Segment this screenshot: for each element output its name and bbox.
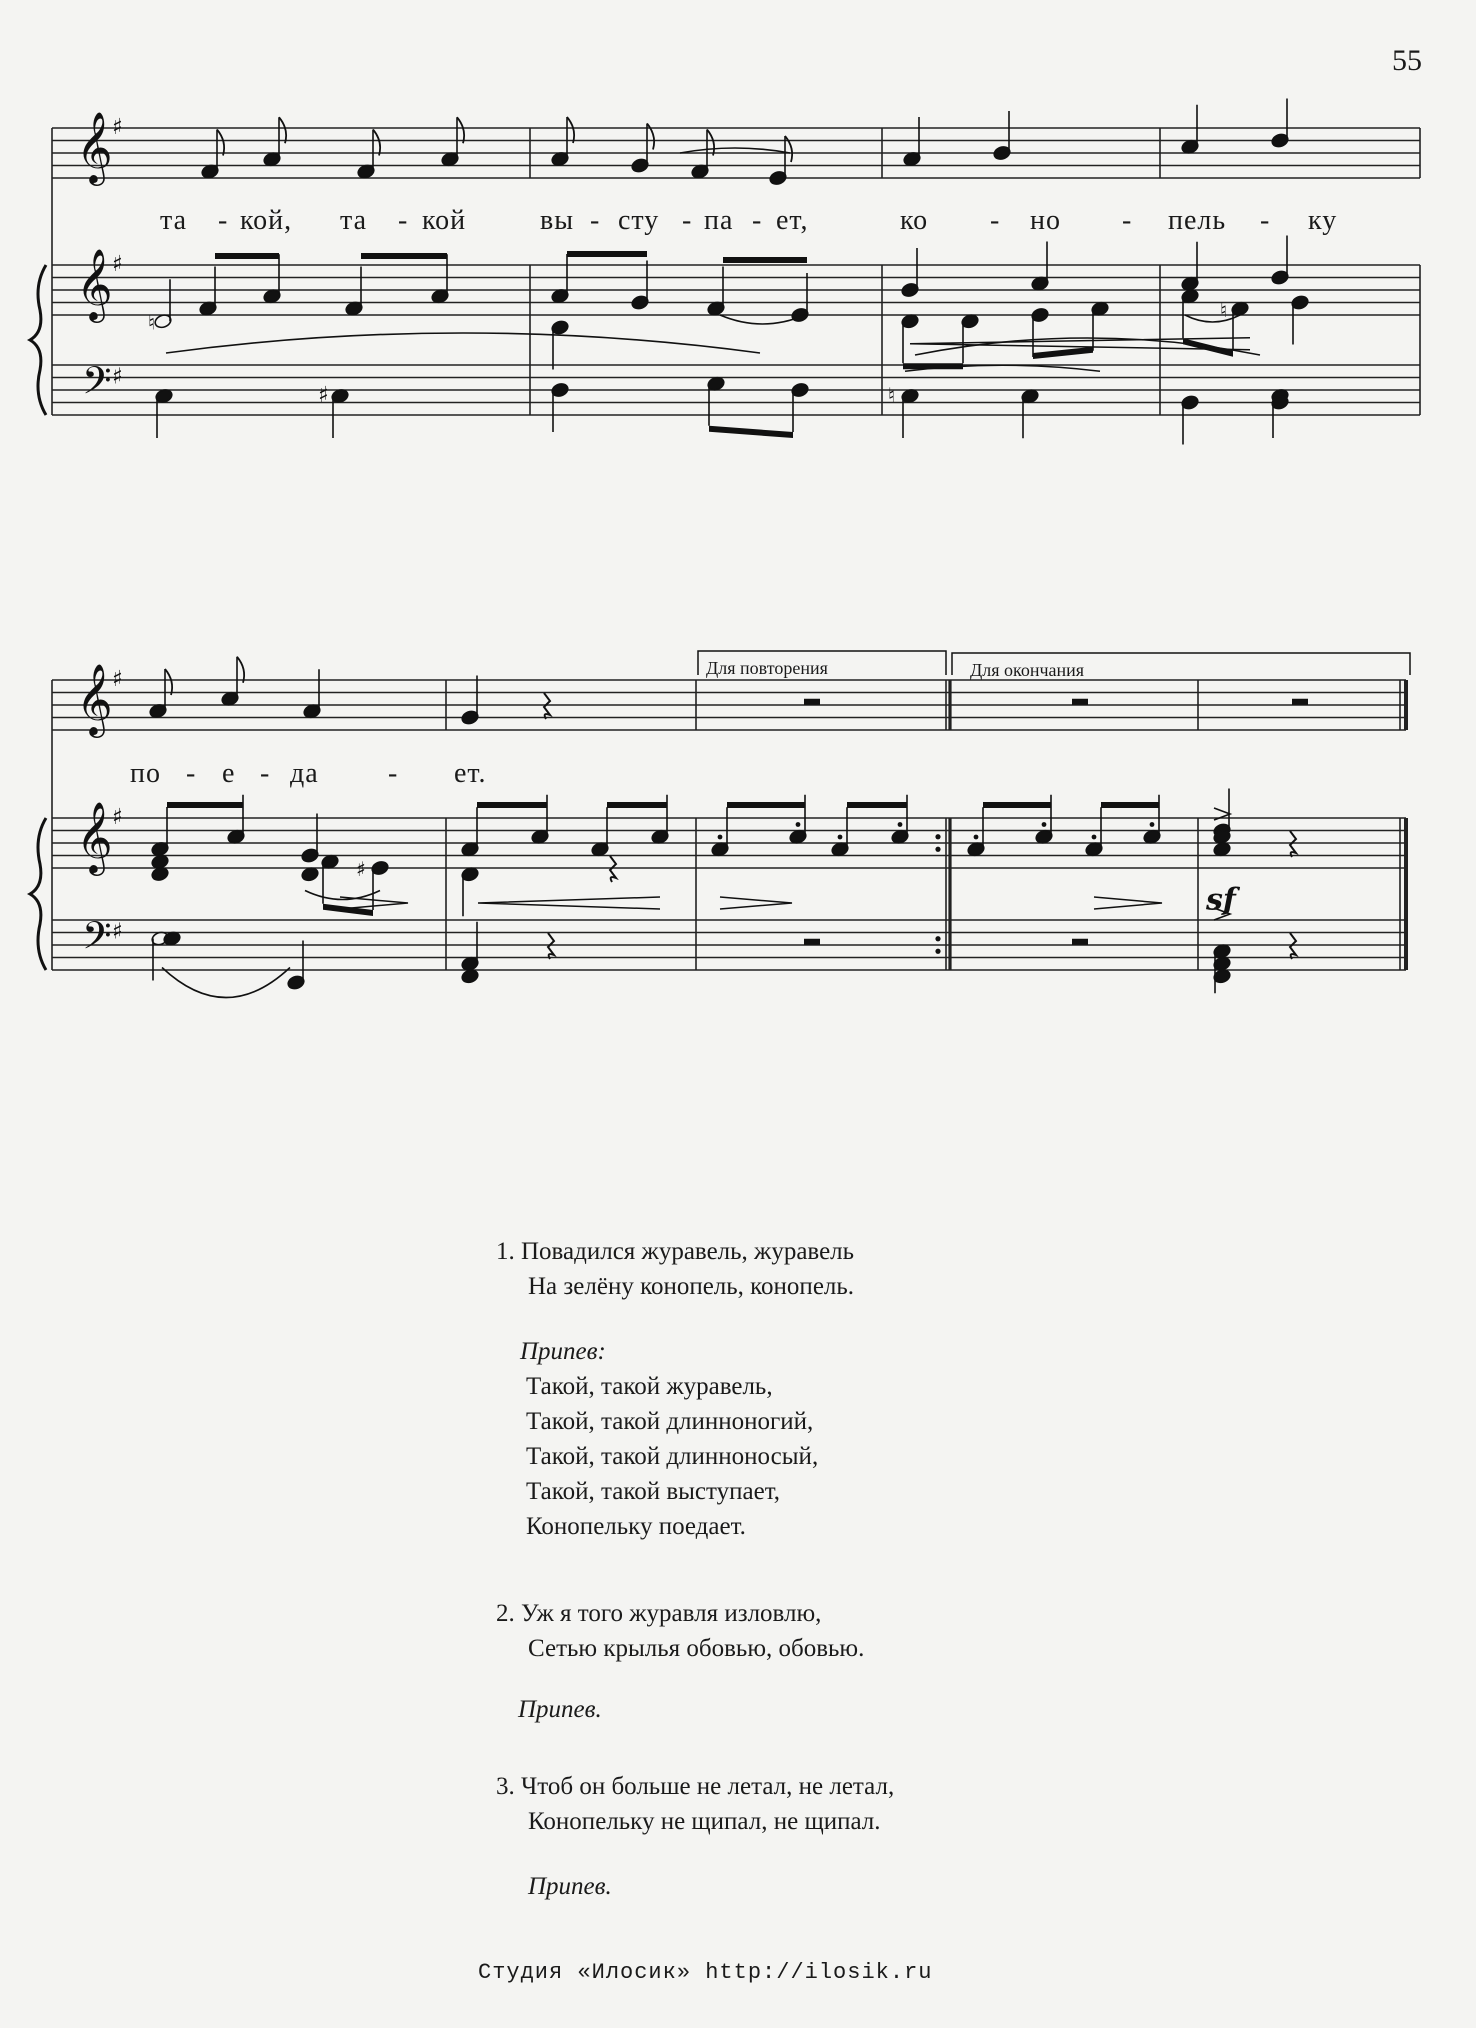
beam <box>215 253 279 259</box>
natural-icon: ♮ <box>1220 297 1228 322</box>
staccato-dot <box>974 835 979 840</box>
lyric-hyphen: - <box>260 758 271 789</box>
quarter-rest <box>548 933 554 959</box>
staccato-dot <box>1042 822 1047 827</box>
grand-staff-brace <box>30 818 46 970</box>
key-sharp-icon: ♯ <box>112 667 123 692</box>
chorus-label: Припев: <box>520 1338 606 1365</box>
piano-treble-staff <box>52 818 1406 868</box>
beam <box>1183 338 1233 357</box>
repeat-dot <box>935 834 940 839</box>
chorus-line: Такой, такой длинноносый, <box>526 1443 819 1470</box>
lyric-syllable: ку <box>1308 205 1338 236</box>
treble-clef-icon: 𝄞 <box>76 110 113 183</box>
beam <box>361 253 447 259</box>
voice-staff <box>52 680 1406 730</box>
bass-clef-icon: 𝄢 <box>82 358 112 412</box>
slur <box>305 891 380 900</box>
lyric-syllable: кой <box>422 205 467 236</box>
beam <box>167 802 243 808</box>
verse-line: Конопельку не щипал, не щипал. <box>528 1808 881 1835</box>
staccato-dot <box>1092 835 1097 840</box>
chorus-label: Припев. <box>518 1696 602 1723</box>
beam <box>983 802 1051 808</box>
key-sharp-icon: ♯ <box>112 115 123 140</box>
lyric-syllable: кой, <box>240 205 293 236</box>
quarter-rest <box>610 856 616 882</box>
page-number: 55 <box>1392 44 1422 77</box>
beam <box>709 426 793 438</box>
staccato-dot <box>1150 822 1155 827</box>
voice-staff <box>52 128 1420 178</box>
lyric-syllable: по <box>130 758 161 789</box>
beam <box>727 802 805 808</box>
dynamic-sf: sf <box>1206 882 1236 918</box>
beam <box>607 802 667 808</box>
slur <box>166 333 760 353</box>
key-sharp-icon: ♯ <box>112 252 123 277</box>
verse-line: Сетью крылья обовью, обовью. <box>528 1635 865 1662</box>
chorus <box>496 1334 894 1544</box>
lyric-syllable: е <box>222 758 236 789</box>
decrescendo-hairpin <box>1094 897 1162 909</box>
lyric-hyphen: - <box>388 758 399 789</box>
chorus-line: Конопельку поедает. <box>526 1513 746 1540</box>
lyric-syllable: ет, <box>776 205 809 236</box>
slur <box>1185 315 1240 322</box>
slur <box>162 968 290 998</box>
treble-clef-icon: 𝄞 <box>76 800 113 873</box>
chorus-line: Такой, такой длинноногий, <box>526 1408 814 1435</box>
verse-2 <box>496 1596 894 1727</box>
verse-1 <box>496 1234 894 1304</box>
lyric-syllable: та <box>340 205 368 236</box>
note-flag <box>373 130 380 156</box>
natural-icon: ♮ <box>888 383 896 407</box>
verse-line: 3. Чтоб он больше не летал, не летал, <box>496 1773 895 1800</box>
staccato-dot <box>796 822 801 827</box>
lyric-hyphen: - <box>752 205 763 236</box>
piano-bass-staff <box>52 920 1406 970</box>
sharp-icon: ♯ <box>356 857 366 881</box>
piano-treble-staff <box>52 265 1420 315</box>
whole-rest <box>1072 699 1088 705</box>
quarter-rest <box>1290 831 1296 857</box>
grand-staff-brace <box>30 265 46 415</box>
staccato-dot <box>898 822 903 827</box>
decrescendo-hairpin <box>720 897 792 909</box>
whole-rest <box>1292 699 1308 705</box>
repeat-dot <box>935 936 940 941</box>
lyric-hyphen: - <box>590 205 601 236</box>
footer-credit: Студия «Илосик» http://ilosik.ru <box>478 1960 933 1985</box>
piano-bass-staff <box>52 365 1420 415</box>
lyric-syllable: та <box>160 205 188 236</box>
quarter-rest <box>544 693 550 719</box>
verse-3 <box>496 1769 894 1904</box>
beam <box>323 904 373 916</box>
whole-rest <box>804 939 820 945</box>
lyric-syllable: сту <box>618 205 660 236</box>
lyric-syllable: ет. <box>454 758 487 789</box>
note-flag <box>279 117 286 143</box>
note-flag <box>567 117 574 143</box>
lyric-syllable: да <box>290 758 319 789</box>
note-flag <box>165 669 172 695</box>
whole-rest <box>1072 939 1088 945</box>
lyric-syllable: но <box>1030 205 1061 236</box>
verses-block <box>496 1234 894 1904</box>
beam <box>477 802 547 808</box>
quarter-rest <box>1290 933 1296 959</box>
note-flag <box>707 130 714 156</box>
lyric-hyphen: - <box>218 205 229 236</box>
chorus-line: Такой, такой выступает, <box>526 1478 780 1505</box>
bass-clef-icon: 𝄢 <box>82 913 112 967</box>
lyric-syllable: вы <box>540 205 575 236</box>
whole-rest <box>804 699 820 705</box>
key-sharp-icon: ♯ <box>112 364 123 390</box>
natural-icon: ♮ <box>148 310 156 335</box>
note-flag <box>217 130 224 156</box>
repeat-dot <box>935 847 940 852</box>
lyric-hyphen: - <box>1260 205 1271 236</box>
note-flag <box>457 117 464 143</box>
lyric-syllable: пель <box>1168 205 1227 236</box>
key-sharp-icon: ♯ <box>112 919 123 945</box>
lyric-hyphen: - <box>682 205 693 236</box>
lyric-hyphen: - <box>990 205 1001 236</box>
verse-line: На зелёну конопель, конопель. <box>528 1273 855 1300</box>
verse-line: 1. Повадился журавель, журавель <box>496 1238 855 1265</box>
verse-line: 2. Уж я того журавля изловлю, <box>496 1600 822 1627</box>
treble-clef-icon: 𝄞 <box>76 247 113 320</box>
sharp-icon: ♯ <box>318 383 329 408</box>
beam <box>1101 802 1159 808</box>
chorus-label: Припев. <box>528 1873 612 1900</box>
note-flag <box>237 657 244 683</box>
lyric-syllable: па <box>704 205 734 236</box>
lyric-syllable: ко <box>900 205 929 236</box>
lyric-hyphen: - <box>1122 205 1133 236</box>
beam <box>723 257 807 263</box>
chorus-line: Такой, такой журавель, <box>526 1373 773 1400</box>
key-sharp-icon: ♯ <box>112 805 123 830</box>
repeat-dot <box>935 949 940 954</box>
treble-clef-icon: 𝄞 <box>76 662 113 735</box>
beam <box>847 802 907 808</box>
lyric-hyphen: - <box>398 205 409 236</box>
beam <box>1033 347 1093 359</box>
lyric-hyphen: - <box>186 758 197 789</box>
staccato-dot <box>718 835 723 840</box>
volta-2-label: Для окончания <box>970 660 1085 680</box>
staccato-dot <box>838 835 843 840</box>
beam <box>567 251 647 257</box>
crescendo-hairpin <box>478 897 660 909</box>
volta-1-label: Для повторения <box>706 658 828 678</box>
